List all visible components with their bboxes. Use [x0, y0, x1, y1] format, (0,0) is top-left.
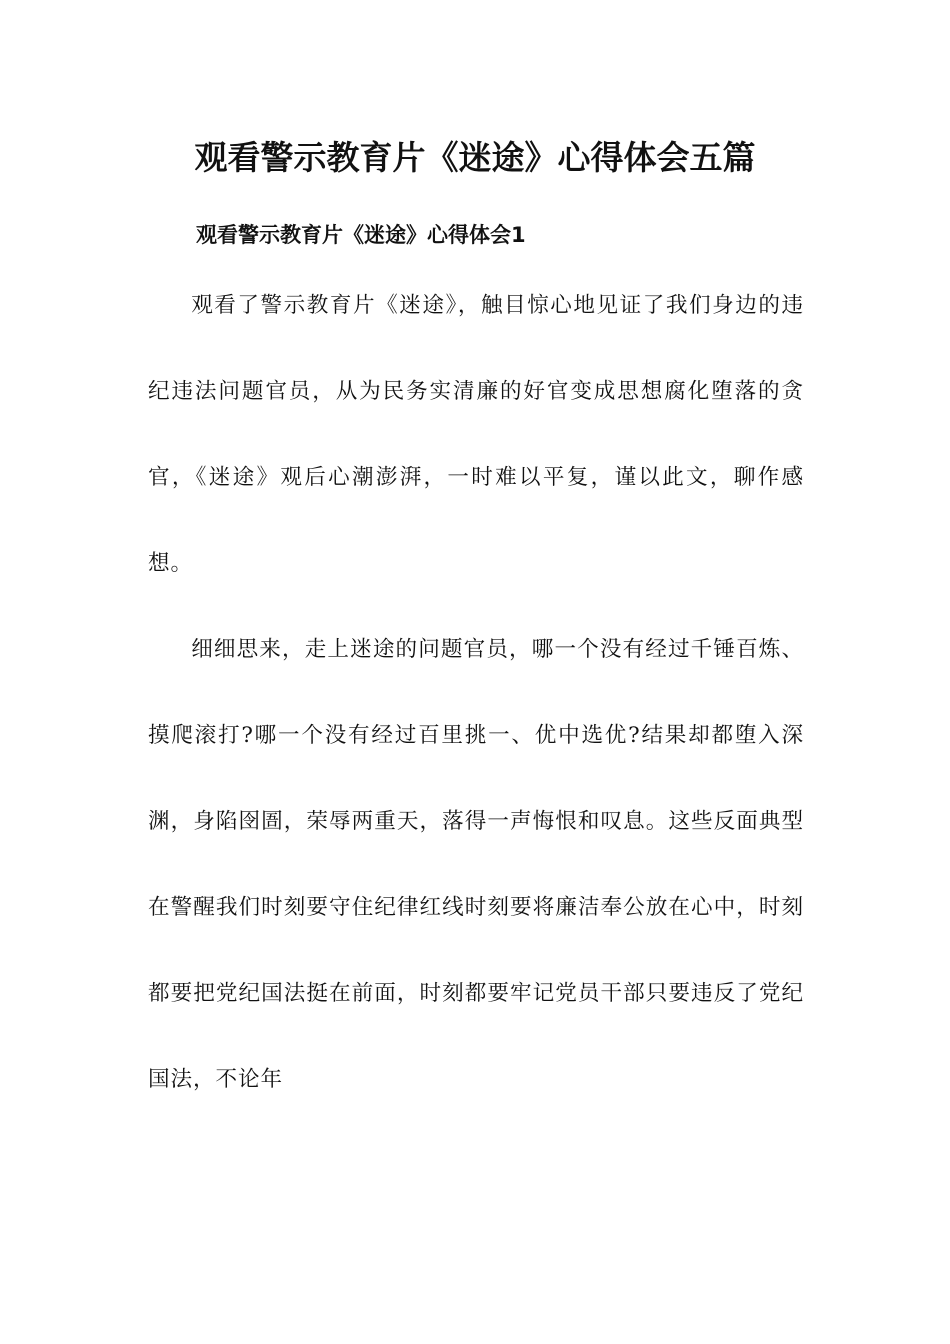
section-heading: 观看警示教育片《迷途》心得体会1	[196, 223, 526, 247]
body-paragraph-2: 细细思来，走上迷途的问题官员，哪一个没有经过千锤百炼、摸爬滚打?哪一个没有经过百里挑一、优中选优?结果却都堕入深渊，身陷囹圄，荣辱两重天，落得一声悔恨和叹息。这些反面典型在警醒我们时刻要守住纪律红线时刻要将廉洁奉公放在心中，时刻都要把党纪国法挺在前面，时刻都要牢记党员干部只要违反了党纪国法，不论年	[148, 637, 804, 1092]
body-paragraph-1: 观看了警示教育片《迷途》，触目惊心地见证了我们身边的违纪违法问题官员，从为民务实清廉的好官变成思想腐化堕落的贪官，《迷途》观后心潮澎湃，一时难以平复，谨以此文，聊作感想。	[148, 293, 804, 576]
document-title: 观看警示教育片《迷途》心得体会五篇	[194, 138, 756, 177]
